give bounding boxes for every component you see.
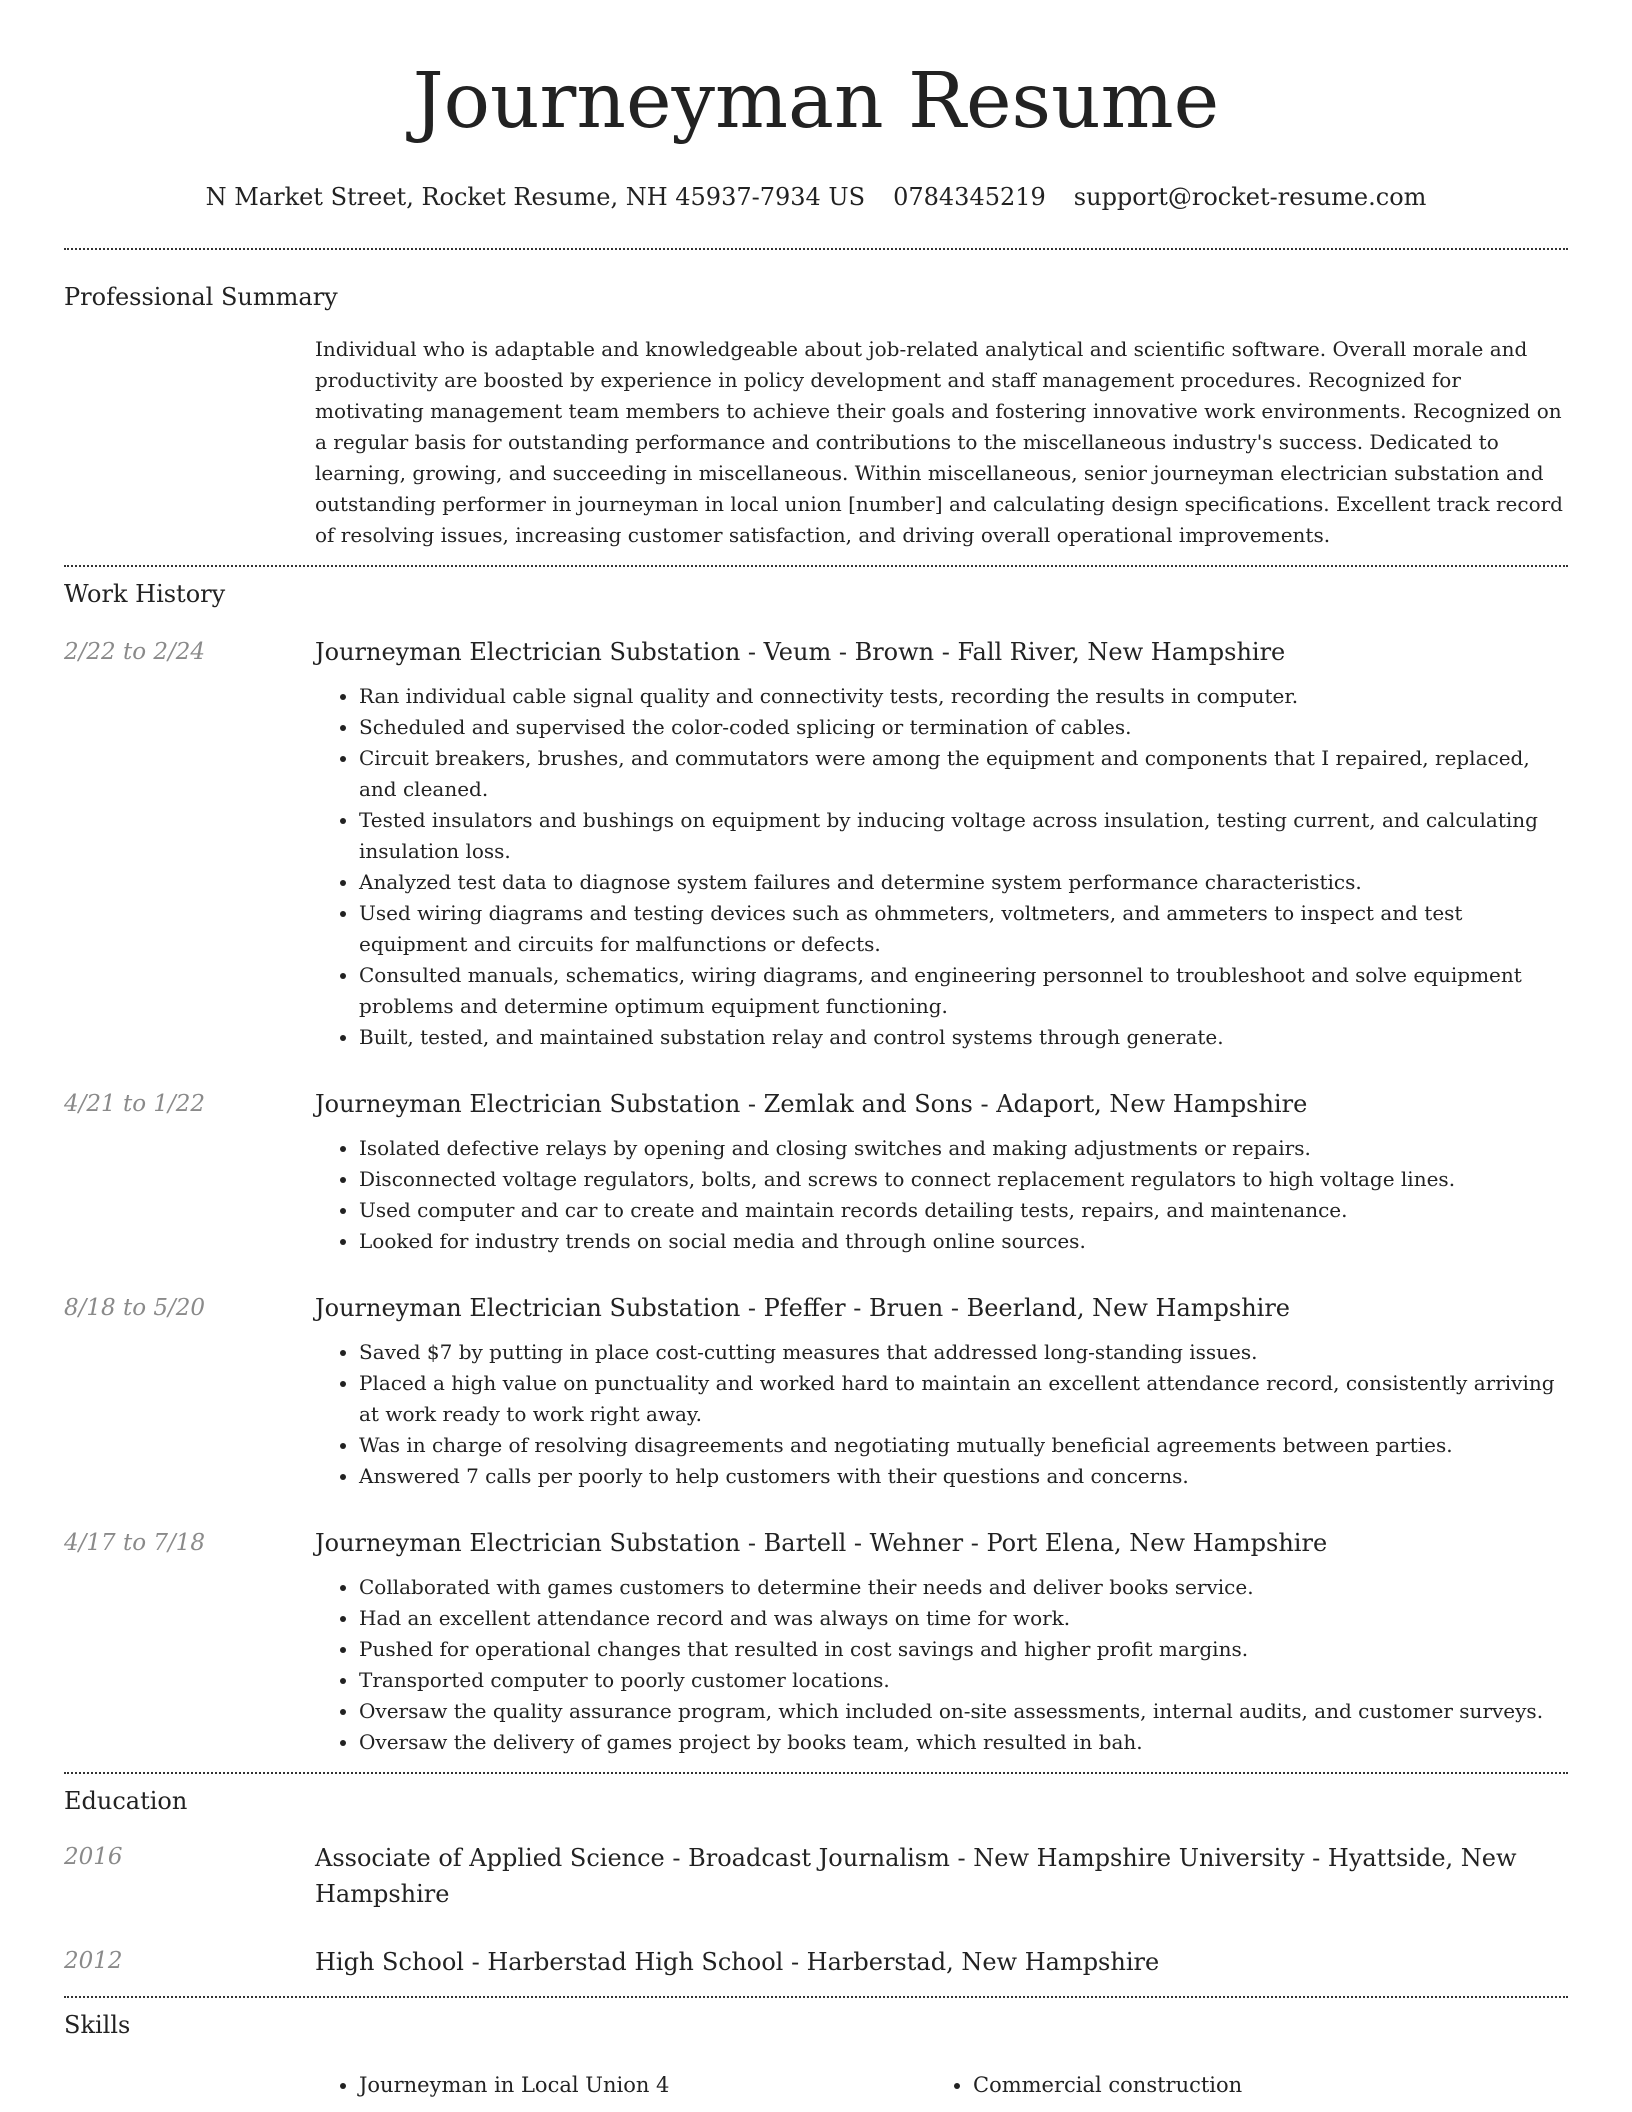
phone: 0784345219 bbox=[893, 183, 1046, 211]
skills-list-left bbox=[315, 2070, 929, 2101]
education-entry bbox=[64, 1944, 1568, 1980]
contact-line bbox=[64, 180, 1568, 214]
list-item: • Consulted manuals, schematics, wiring diagrams, and engineering personnel to troubleshoot and solve equipment problems and determine optimum equipment functioning. bbox=[359, 960, 1568, 1022]
job-dates: 8/18 to 5/20 bbox=[64, 1295, 206, 1321]
job-title bbox=[315, 1291, 1568, 1325]
divider bbox=[64, 1996, 1568, 1998]
list-item: • Answered 7 calls per poorly to help customers with their questions and concerns. bbox=[359, 1461, 1568, 1492]
job-employer: - Pfeffer - Bruen - Beerland, New Hampshire bbox=[740, 1294, 1291, 1322]
education-degree: High School bbox=[315, 1948, 464, 1976]
list-item: • Journeyman in Local Union 4 bbox=[359, 2070, 929, 2101]
job-title bbox=[315, 1087, 1568, 1121]
job-bullets bbox=[315, 681, 1568, 1053]
job-position: Journeyman Electrician Substation bbox=[315, 1294, 741, 1322]
job-employer: - Zemlak and Sons - Adaport, New Hampshire bbox=[740, 1090, 1308, 1118]
list-item: • Saved $7 by putting in place cost-cutting measures that addressed long-standing issues. bbox=[359, 1337, 1568, 1368]
education-school: - New Hampshire University - Hyattside, New Hampshire bbox=[315, 1844, 1517, 1908]
work-section bbox=[64, 577, 1568, 1758]
education-title bbox=[315, 1944, 1568, 1980]
job-entry bbox=[64, 1087, 1568, 1257]
skills-list-right bbox=[929, 2070, 1543, 2101]
section-title-work: Work History bbox=[64, 580, 226, 608]
job-title bbox=[315, 635, 1568, 669]
job-position: Journeyman Electrician Substation bbox=[315, 1529, 741, 1557]
education-school: - Harberstad High School - Harberstad, New Hampshire bbox=[463, 1948, 1160, 1976]
job-bullets bbox=[315, 1337, 1568, 1492]
summary-section bbox=[64, 280, 1568, 551]
job-employer: - Bartell - Wehner - Port Elena, New Hampshire bbox=[740, 1529, 1328, 1557]
job-title bbox=[315, 1526, 1568, 1560]
list-item: • Pushed for operational changes that resulted in cost savings and higher profit margins. bbox=[359, 1634, 1568, 1665]
email: support@rocket-resume.com bbox=[1073, 183, 1427, 211]
list-item: • Analyzed test data to diagnose system failures and determine system performance characteristics. bbox=[359, 867, 1568, 898]
address: N Market Street, Rocket Resume, NH 45937-7934 US bbox=[205, 183, 866, 211]
list-item: • Commercial construction bbox=[973, 2070, 1543, 2101]
divider bbox=[64, 248, 1568, 250]
list-item: • Placed a high value on punctuality and worked hard to maintain an excellent attendance record, consistently arriving at work ready to work right away. bbox=[359, 1368, 1568, 1430]
section-title-skills: Skills bbox=[64, 2011, 131, 2039]
education-section bbox=[64, 1784, 1568, 1980]
summary-text: Individual who is adaptable and knowledgeable about job-related analytical and scientific software. Overall morale and productivity are boosted by experience in policy development and staff management procedures. Recognized for motivating management team members to achieve their goals and fostering innovative work environments. Recognized on a regular basis for outstanding performance and contributions to the miscellaneous industry's success. Dedicated to learning, growing, and succeeding in miscellaneous. Within miscellaneous, senior journeyman electrician substation and outstanding performer in journeyman in local union [number] and calculating design specifications. Excellent track record of resolving issues, increasing customer satisfaction, and driving overall operational improvements. bbox=[315, 337, 1563, 547]
section-title-education: Education bbox=[64, 1787, 188, 1815]
job-position: Journeyman Electrician Substation bbox=[315, 1090, 741, 1118]
job-entry bbox=[64, 635, 1568, 1053]
list-item: • Used wiring diagrams and testing devices such as ohmmeters, voltmeters, and ammeters to inspect and test equipment and circuits for malfunctions or defects. bbox=[359, 898, 1568, 960]
skills-section bbox=[64, 2008, 1568, 2101]
list-item: • Oversaw the quality assurance program, which included on-site assessments, internal audits, and customer surveys. bbox=[359, 1696, 1568, 1727]
education-degree: Associate of Applied Science - Broadcast Journalism bbox=[315, 1844, 950, 1872]
divider bbox=[64, 1772, 1568, 1774]
job-position: Journeyman Electrician Substation bbox=[315, 638, 741, 666]
job-bullets bbox=[315, 1133, 1568, 1257]
education-entry bbox=[64, 1840, 1568, 1912]
divider bbox=[64, 565, 1568, 567]
section-title-summary: Professional Summary bbox=[64, 283, 338, 311]
job-entry bbox=[64, 1291, 1568, 1492]
education-year: 2012 bbox=[64, 1948, 123, 1974]
job-entry bbox=[64, 1526, 1568, 1758]
list-item: • Transported computer to poorly customer locations. bbox=[359, 1665, 1568, 1696]
list-item: • Oversaw the delivery of games project by books team, which resulted in bah. bbox=[359, 1727, 1568, 1758]
job-dates: 2/22 to 2/24 bbox=[64, 639, 206, 665]
list-item: • Ran individual cable signal quality and connectivity tests, recording the results in computer. bbox=[359, 681, 1568, 712]
list-item: • Was in charge of resolving disagreements and negotiating mutually beneficial agreements between parties. bbox=[359, 1430, 1568, 1461]
resume-page bbox=[64, 0, 1568, 2101]
education-title bbox=[315, 1840, 1568, 1912]
job-dates: 4/17 to 7/18 bbox=[64, 1530, 206, 1556]
job-employer: - Veum - Brown - Fall River, New Hampshire bbox=[740, 638, 1286, 666]
job-dates: 4/21 to 1/22 bbox=[64, 1091, 206, 1117]
list-item: • Collaborated with games customers to determine their needs and deliver books service. bbox=[359, 1572, 1568, 1603]
list-item: • Scheduled and supervised the color-coded splicing or termination of cables. bbox=[359, 712, 1568, 743]
education-year: 2016 bbox=[64, 1844, 123, 1870]
list-item: • Had an excellent attendance record and was always on time for work. bbox=[359, 1603, 1568, 1634]
list-item: • Circuit breakers, brushes, and commutators were among the equipment and components that I repaired, replaced, and cleaned. bbox=[359, 743, 1568, 805]
list-item: • Built, tested, and maintained substation relay and control systems through generate. bbox=[359, 1022, 1568, 1053]
list-item: • Used computer and car to create and maintain records detailing tests, repairs, and maintenance. bbox=[359, 1195, 1568, 1226]
job-bullets bbox=[315, 1572, 1568, 1758]
list-item: • Looked for industry trends on social media and through online sources. bbox=[359, 1226, 1568, 1257]
list-item: • Tested insulators and bushings on equipment by inducing voltage across insulation, testing current, and calculating insulation loss. bbox=[359, 805, 1568, 867]
list-item: • Disconnected voltage regulators, bolts, and screws to connect replacement regulators to high voltage lines. bbox=[359, 1164, 1568, 1195]
resume-title: Journeyman Resume bbox=[412, 57, 1220, 146]
list-item: • Isolated defective relays by opening and closing switches and making adjustments or repairs. bbox=[359, 1133, 1568, 1164]
